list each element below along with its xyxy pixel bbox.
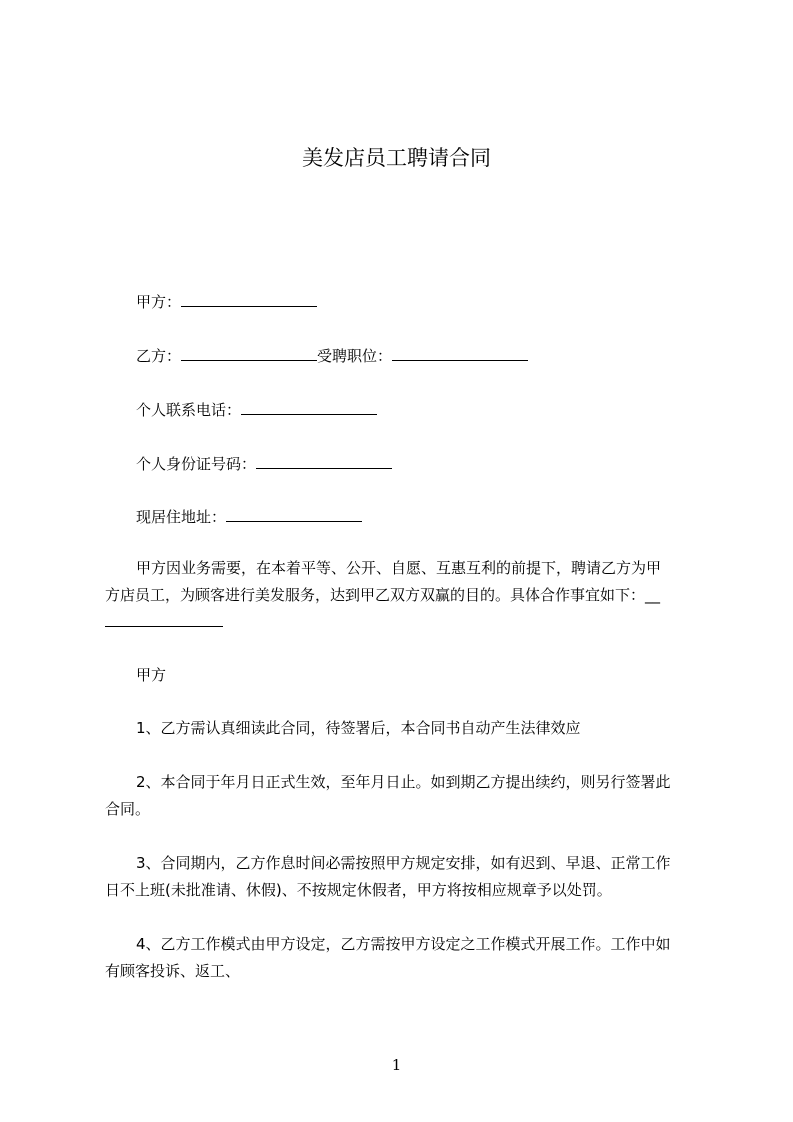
id-label: 个人身份证号码： bbox=[136, 455, 257, 473]
intro-line-2: 方店员工，为顾客进行美发服务，达到甲乙双方双赢的目的。具体合作事宜如下：__ bbox=[105, 586, 661, 604]
section-label: 甲方 bbox=[136, 666, 167, 684]
clause-2-line-1: 2、本合同于年月日正式生效，至年月日止。如到期乙方提出续约，则另行签署此 bbox=[136, 773, 671, 791]
document-title: 美发店员工聘请合同 bbox=[302, 146, 491, 170]
party-b-blank bbox=[181, 346, 317, 361]
id-blank bbox=[256, 454, 392, 469]
address-label: 现居住地址： bbox=[136, 508, 227, 526]
address-blank bbox=[226, 507, 362, 522]
party-a-blank bbox=[181, 292, 317, 307]
id-line bbox=[136, 454, 392, 474]
intro-line-1: 甲方因业务需要，在本着平等、公开、自愿、互惠互利的前提下，聘请乙方为甲 bbox=[136, 559, 662, 577]
phone-line bbox=[136, 400, 377, 420]
party-a-line bbox=[136, 292, 317, 312]
party-b-line bbox=[136, 346, 528, 366]
page-number: 1 bbox=[391, 1056, 402, 1074]
clause-2-line-2: 合同。 bbox=[105, 800, 151, 818]
clause-3-line-2: 日不上班(未批准请、休假)、不按规定休假者，甲方将按相应规章予以处罚。 bbox=[105, 881, 612, 899]
phone-label: 个人联系电话： bbox=[136, 401, 242, 419]
clause-3-line-1: 3、合同期内，乙方作息时间必需按照甲方规定安排，如有迟到、早退、正常工作 bbox=[136, 854, 671, 872]
clause-1: 1、乙方需认真细读此合同，待签署后，本合同书自动产生法律效应 bbox=[136, 719, 581, 737]
phone-blank bbox=[241, 400, 377, 415]
position-blank bbox=[392, 346, 528, 361]
intro-blank bbox=[105, 612, 223, 627]
party-a-label: 甲方： bbox=[136, 293, 182, 311]
position-label: 受聘职位： bbox=[317, 347, 393, 365]
clause-4-line-2: 有顾客投诉、返工、 bbox=[105, 962, 241, 980]
address-line bbox=[136, 507, 362, 527]
party-b-label: 乙方： bbox=[136, 347, 182, 365]
clause-4-line-1: 4、乙方工作模式由甲方设定，乙方需按甲方设定之工作模式开展工作。工作中如 bbox=[136, 935, 671, 953]
